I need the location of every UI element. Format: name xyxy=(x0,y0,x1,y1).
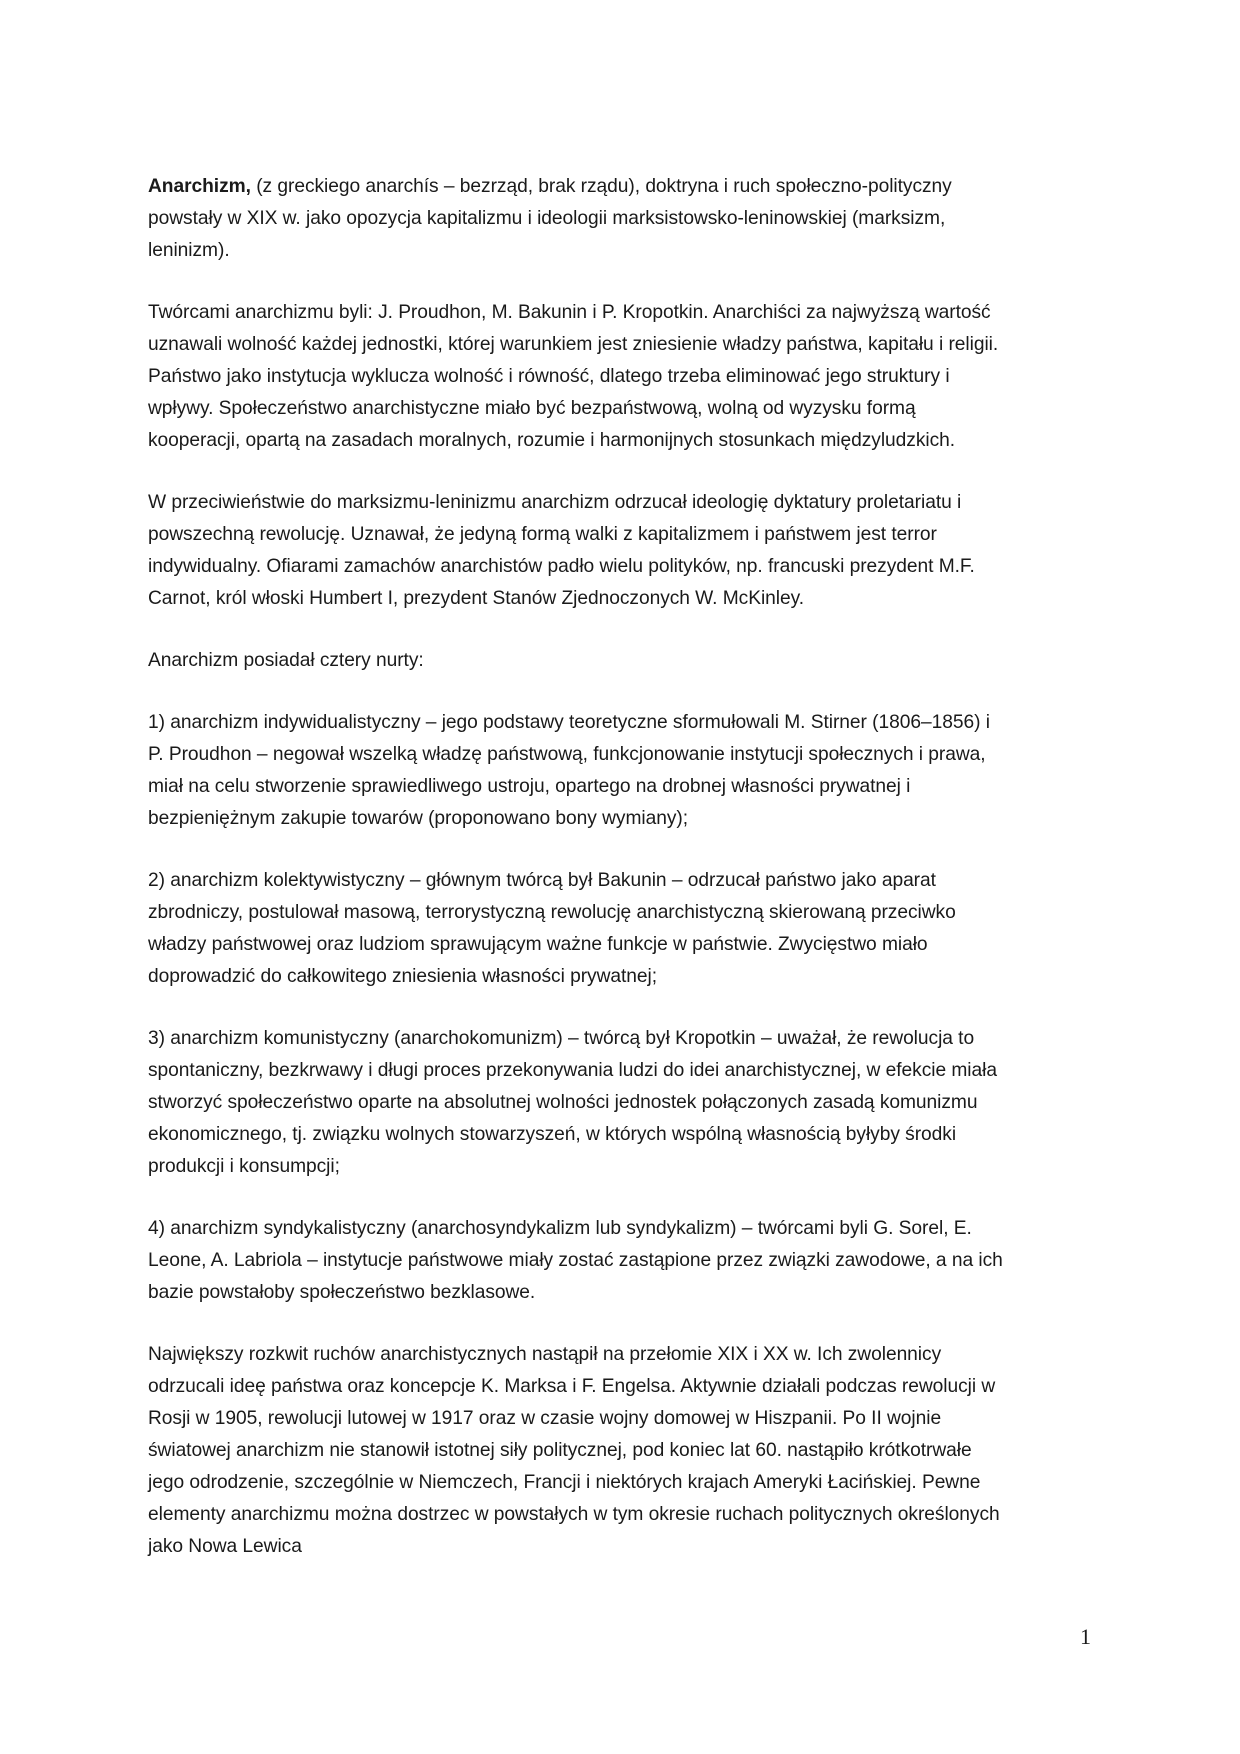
paragraph-creators xyxy=(148,297,1100,457)
paragraph-history xyxy=(148,1339,1100,1563)
text-line: Rosji w 1905, rewolucji lutowej w 1917 oraz w czasie wojny domowej w Hiszpanii. Po II wojnie xyxy=(148,1408,942,1429)
text-line: Anarchizm posiadał cztery nurty: xyxy=(148,650,424,671)
text-line: kooperacji, opartą na zasadach moralnych, rozumie i harmonijnych stosunkach międzyludzkich. xyxy=(148,430,956,451)
text-line: P. Proudhon – negował wszelką władzę państwową, funkcjonowanie instytucji społecznych i prawa, xyxy=(148,744,986,765)
paragraph-current-1 xyxy=(148,707,1100,835)
text-line: W przeciwieństwie do marksizmu-leninizmu anarchizm odrzucał ideologię dyktatury proletariatu i xyxy=(148,492,962,513)
text-line: bazie powstałoby społeczeństwo bezklasowe. xyxy=(148,1282,536,1303)
text-line: Anarchizm, (z greckiego anarchís – bezrząd, brak rządu), doktryna i ruch społeczno-polityczny xyxy=(148,176,952,197)
text-line: światowej anarchizm nie stanowił istotnej siły politycznej, pod koniec lat 60. nastąpiło krótkotrwałe xyxy=(148,1440,972,1461)
text-line: zbrodniczy, postulował masową, terrorystyczną rewolucję anarchistyczną skierowaną przeciwko xyxy=(148,902,956,923)
text-line: 4) anarchizm syndykalistyczny (anarchosyndykalizm lub syndykalizm) – twórcami byli G. Sorel, E. xyxy=(148,1218,972,1239)
text-line: elementy anarchizmu można dostrzec w powstałych w tym okresie ruchach politycznych określonych xyxy=(148,1504,1000,1525)
text-line: uznawali wolność każdej jednostki, której warunkiem jest zniesienie władzy państwa, kapitału i religii. xyxy=(148,334,999,355)
text-line: ekonomicznego, tj. związku wolnych stowarzyszeń, w których wspólną własnością byłyby środki xyxy=(148,1124,957,1145)
text-line: leninizm). xyxy=(148,240,230,261)
text-line: Państwo jako instytucja wyklucza wolność i równość, dlatego trzeba eliminować jego struktury i xyxy=(148,366,950,387)
page-number: 1 xyxy=(1080,1624,1091,1649)
text-line: 1) anarchizm indywidualistyczny – jego podstawy teoretyczne sformułowali M. Stirner (1806–1856) i xyxy=(148,712,990,733)
text-line: wpływy. Społeczeństwo anarchistyczne miało być bezpaństwową, wolną od wyzysku formą xyxy=(148,398,916,419)
text-line: jako Nowa Lewica xyxy=(148,1536,302,1557)
text-line: produkcji i konsumpcji; xyxy=(148,1156,340,1177)
text-line: odrzucali ideę państwa oraz koncepcje K. Marksa i F. Engelsa. Aktywnie działali podczas rewolucji w xyxy=(148,1376,996,1397)
text-line: bezpieniężnym zakupie towarów (proponowano bony wymiany); xyxy=(148,808,689,829)
text-line: 2) anarchizm kolektywistyczny – głównym twórcą był Bakunin – odrzucał państwo jako aparat xyxy=(148,870,936,891)
text-line: doprowadzić do całkowitego zniesienia własności prywatnej; xyxy=(148,966,658,987)
text-line: Carnot, król włoski Humbert I, prezydent Stanów Zjednoczonych W. McKinley. xyxy=(148,588,805,609)
text-line: stworzyć społeczeństwo oparte na absolutnej wolności jednostek połączonych zasadą komunizmu xyxy=(148,1092,978,1113)
document-body xyxy=(148,171,1100,1593)
paragraph-contrast xyxy=(148,487,1100,615)
text-line: powstały w XIX w. jako opozycja kapitalizmu i ideologii marksistowsko-leninowskiej (marksizm, xyxy=(148,208,946,229)
text-line: 3) anarchizm komunistyczny (anarchokomunizm) – twórcą był Kropotkin – uważał, że rewolucja to xyxy=(148,1028,975,1049)
term-anarchizm: Anarchizm, xyxy=(148,176,251,197)
paragraph-current-3 xyxy=(148,1023,1100,1183)
text-line: jego odrodzenie, szczególnie w Niemczech, Francji i niektórych krajach Ameryki Łacińskiej. Pewne xyxy=(148,1472,981,1493)
text-line: indywidualny. Ofiarami zamachów anarchistów padło wielu polityków, np. francuski prezydent M.F. xyxy=(148,556,975,577)
text-line: spontaniczny, bezkrwawy i długi proces przekonywania ludzi do idei anarchistycznej, w efekcie miała xyxy=(148,1060,997,1081)
paragraph-current-4 xyxy=(148,1213,1100,1309)
paragraph-intro xyxy=(148,171,1100,267)
text-line: powszechną rewolucję. Uznawał, że jedyną formą walki z kapitalizmem i państwem jest terror xyxy=(148,524,937,545)
text-line: Największy rozkwit ruchów anarchistycznych nastąpił na przełomie XIX i XX w. Ich zwolennicy xyxy=(148,1344,942,1365)
text-line: miał na celu stworzenie sprawiedliwego ustroju, opartego na drobnej własności prywatnej i xyxy=(148,776,911,797)
text-line: władzy państwowej oraz ludziom sprawującym ważne funkcje w państwie. Zwycięstwo miało xyxy=(148,934,928,955)
paragraph-current-2 xyxy=(148,865,1100,993)
text-line: Leone, A. Labriola – instytucje państwowe miały zostać zastąpione przez związki zawodowe, a na ich xyxy=(148,1250,1003,1271)
paragraph-currents-intro xyxy=(148,645,1100,677)
text-line: Twórcami anarchizmu byli: J. Proudhon, M. Bakunin i P. Kropotkin. Anarchiści za najwyższą wartość xyxy=(148,302,991,323)
